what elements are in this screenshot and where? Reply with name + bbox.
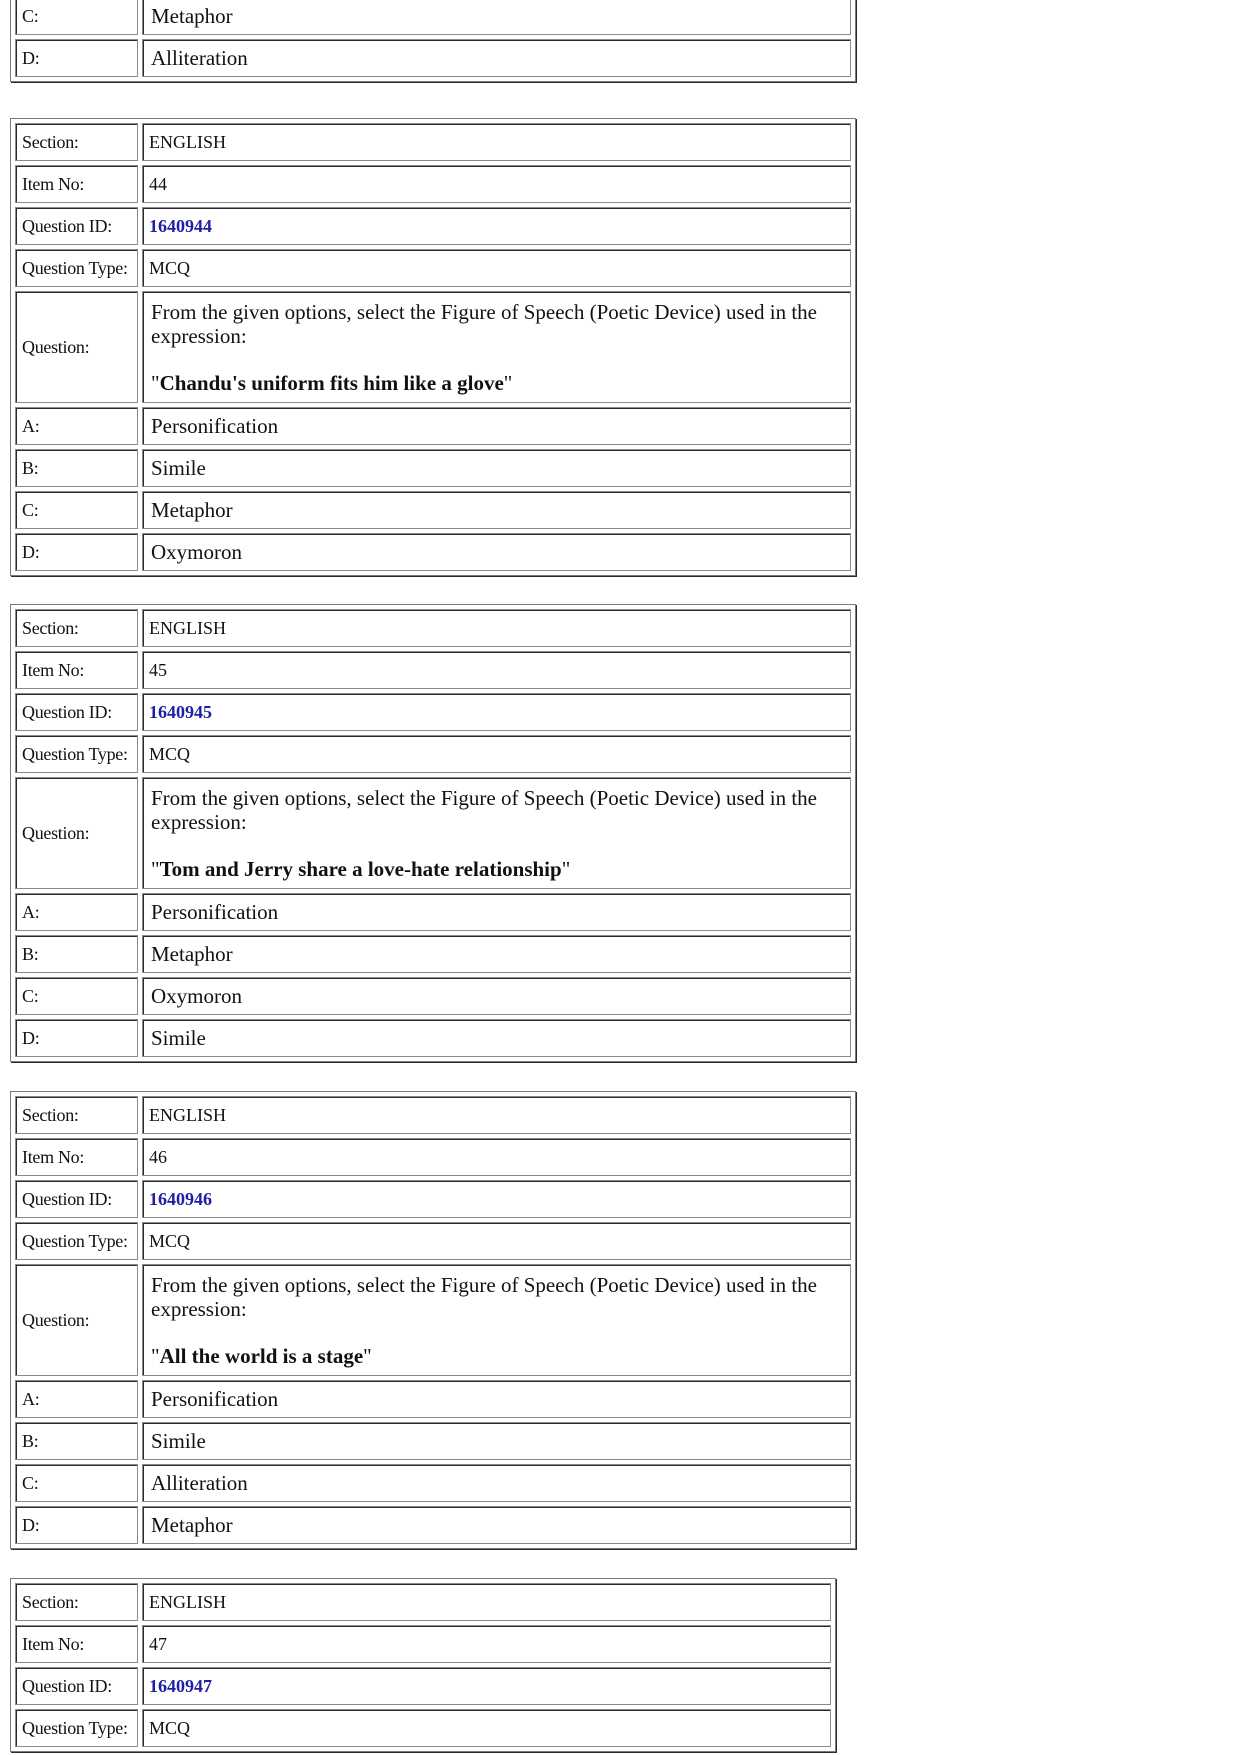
option-label-c: C: <box>15 977 138 1015</box>
question-id-cell <box>142 207 851 245</box>
option-text-c: Metaphor <box>142 0 851 35</box>
question-type-row <box>15 1709 831 1747</box>
question-expression: "Chandu's uniform fits him like a glove" <box>151 370 513 395</box>
question-text: From the given options, select the Figure of Speech (Poetic Device) used in the expression: <box>151 299 818 348</box>
question-id-cell <box>142 693 851 731</box>
option-row-c <box>15 0 851 35</box>
option-label-c: C: <box>15 491 138 529</box>
question-expression: "Tom and Jerry share a love-hate relationship" <box>151 856 571 881</box>
option-label-d: D: <box>15 39 138 77</box>
option-row-d <box>15 1506 851 1544</box>
expression-text: Tom and Jerry share a love-hate relationship <box>159 856 562 881</box>
option-row-d <box>15 39 851 77</box>
option-row-c <box>15 1464 851 1502</box>
question-type-label: Question Type: <box>15 1709 138 1747</box>
option-label-a: A: <box>15 1380 138 1418</box>
question-id-row <box>15 207 851 245</box>
item-no-value: 47 <box>142 1625 831 1663</box>
item-no-label: Item No: <box>15 651 138 689</box>
item-no-value: 44 <box>142 165 851 203</box>
question-type-row <box>15 1222 851 1260</box>
option-label-a: A: <box>15 893 138 931</box>
expression-text: All the world is a stage <box>159 1343 364 1368</box>
question-type-label: Question Type: <box>15 1222 138 1260</box>
item-no-row <box>15 651 851 689</box>
question-label: Question: <box>15 291 138 403</box>
question-body <box>142 777 851 889</box>
question-type-label: Question Type: <box>15 249 138 287</box>
section-row <box>15 609 851 647</box>
item-no-value: 45 <box>142 651 851 689</box>
item-no-row <box>15 165 851 203</box>
option-text-a: Personification <box>142 407 851 445</box>
question-table-45 <box>10 604 856 1062</box>
section-value: ENGLISH <box>142 1096 851 1134</box>
option-row-a <box>15 407 851 445</box>
option-row-c <box>15 491 851 529</box>
question-body <box>142 1264 851 1376</box>
question-table-47 <box>10 1578 836 1752</box>
question-row <box>15 777 851 889</box>
option-label-d: D: <box>15 533 138 571</box>
option-text-a: Personification <box>142 1380 851 1418</box>
option-text-d: Simile <box>142 1019 851 1057</box>
option-label-d: D: <box>15 1506 138 1544</box>
section-label: Section: <box>15 1583 138 1621</box>
question-id-row <box>15 693 851 731</box>
option-row-a <box>15 1380 851 1418</box>
question-type-value: MCQ <box>142 1222 851 1260</box>
question-id-cell <box>142 1180 851 1218</box>
question-id-value: 1640945 <box>149 702 212 722</box>
question-text: From the given options, select the Figure of Speech (Poetic Device) used in the expression: <box>151 785 818 834</box>
question-type-label: Question Type: <box>15 735 138 773</box>
question-id-value: 1640946 <box>149 1189 212 1209</box>
question-type-value: MCQ <box>142 1709 831 1747</box>
question-id-label: Question ID: <box>15 1180 138 1218</box>
item-no-row <box>15 1138 851 1176</box>
section-label: Section: <box>15 123 138 161</box>
section-row <box>15 1096 851 1134</box>
option-text-c: Metaphor <box>142 491 851 529</box>
option-label-c: C: <box>15 0 138 35</box>
question-id-label: Question ID: <box>15 693 138 731</box>
question-id-label: Question ID: <box>15 1667 138 1705</box>
question-id-value: 1640947 <box>149 1676 212 1696</box>
option-row-b <box>15 449 851 487</box>
question-type-value: MCQ <box>142 735 851 773</box>
section-label: Section: <box>15 1096 138 1134</box>
option-text-d: Metaphor <box>142 1506 851 1544</box>
item-no-value: 46 <box>142 1138 851 1176</box>
question-type-row <box>15 249 851 287</box>
expression-text: Chandu's uniform fits him like a glove <box>159 370 504 395</box>
option-text-b: Metaphor <box>142 935 851 973</box>
question-text: From the given options, select the Figure of Speech (Poetic Device) used in the expression: <box>151 1272 818 1321</box>
question-table-partial <box>10 0 856 82</box>
option-row-b <box>15 1422 851 1460</box>
question-id-value: 1640944 <box>149 216 212 236</box>
question-type-value: MCQ <box>142 249 851 287</box>
question-expression: "All the world is a stage" <box>151 1343 372 1368</box>
option-text-a: Personification <box>142 893 851 931</box>
question-id-row <box>15 1667 831 1705</box>
section-value: ENGLISH <box>142 123 851 161</box>
option-label-a: A: <box>15 407 138 445</box>
option-row-d <box>15 533 851 571</box>
section-value: ENGLISH <box>142 609 851 647</box>
option-row-d <box>15 1019 851 1057</box>
question-label: Question: <box>15 777 138 889</box>
item-no-row <box>15 1625 831 1663</box>
option-text-b: Simile <box>142 449 851 487</box>
item-no-label: Item No: <box>15 1138 138 1176</box>
option-text-d: Alliteration <box>142 39 851 77</box>
option-label-b: B: <box>15 1422 138 1460</box>
option-text-c: Oxymoron <box>142 977 851 1015</box>
section-value: ENGLISH <box>142 1583 831 1621</box>
option-label-b: B: <box>15 935 138 973</box>
question-id-label: Question ID: <box>15 207 138 245</box>
option-label-c: C: <box>15 1464 138 1502</box>
question-row <box>15 1264 851 1376</box>
item-no-label: Item No: <box>15 1625 138 1663</box>
option-label-d: D: <box>15 1019 138 1057</box>
question-table-46 <box>10 1091 856 1549</box>
question-label: Question: <box>15 1264 138 1376</box>
option-row-c <box>15 977 851 1015</box>
question-table-44 <box>10 118 856 576</box>
option-row-a <box>15 893 851 931</box>
question-body <box>142 291 851 403</box>
question-row <box>15 291 851 403</box>
option-row-b <box>15 935 851 973</box>
section-row <box>15 1583 831 1621</box>
option-text-c: Alliteration <box>142 1464 851 1502</box>
option-text-d: Oxymoron <box>142 533 851 571</box>
option-label-b: B: <box>15 449 138 487</box>
item-no-label: Item No: <box>15 165 138 203</box>
section-row <box>15 123 851 161</box>
section-label: Section: <box>15 609 138 647</box>
option-text-b: Simile <box>142 1422 851 1460</box>
question-id-cell <box>142 1667 831 1705</box>
question-type-row <box>15 735 851 773</box>
question-id-row <box>15 1180 851 1218</box>
